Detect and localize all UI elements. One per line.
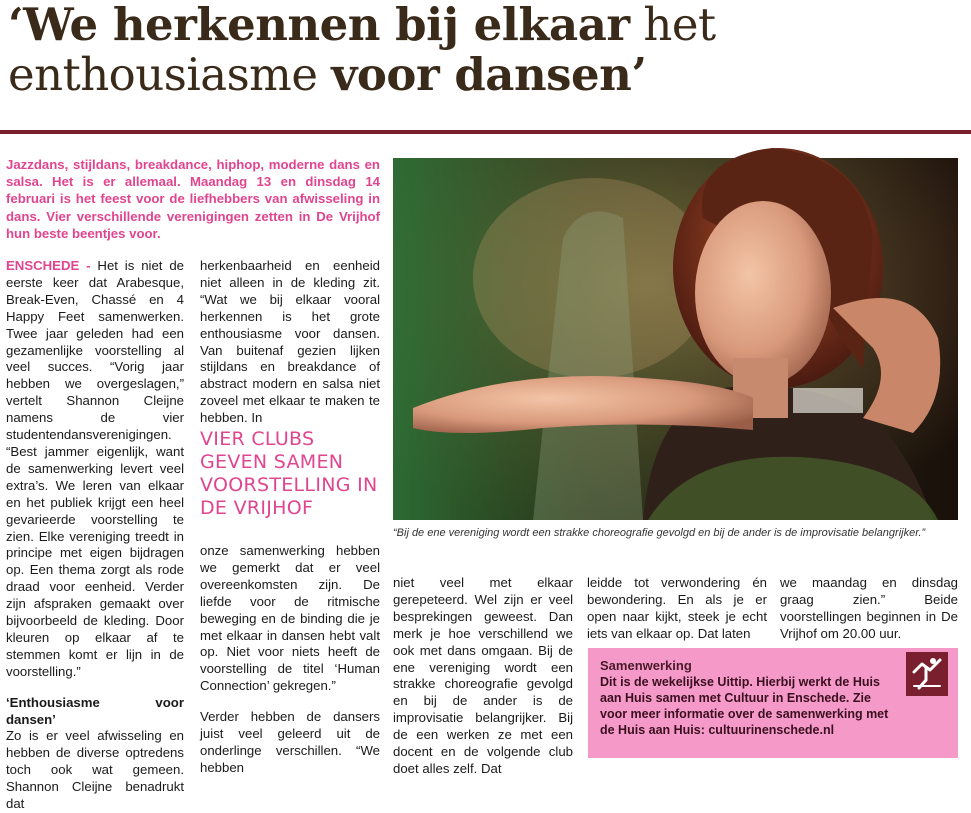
column-3-paragraph-1: niet veel met elkaar gerepeteerd. Wel zijn er veel besprekingen geweest. Dan merk je hoe verschillend we ook met dans omgaan. Bij de ene vereniging wordt een strakke choreografie gevolgd en bij de ander is de improvisatie belangrijker. Bij de een werken ze met een docent en de volgende club doet alles zelf. Dat <box>393 575 573 776</box>
article-column-2-bottom <box>200 543 380 777</box>
headline-divider <box>0 130 971 134</box>
column-2-paragraph-1: herkenbaarheid en eenheid niet alleen in de kleding zit. “Wat we bij elkaar vooral herkennen is het grote enthousiasme voor dansen. Van buitenaf gezien lijken stijldans en breakdance of abstract modern en salsa niet zoveel met elkaar te maken te hebben. In <box>200 258 380 426</box>
info-box-title: Samenwerking <box>600 658 692 673</box>
headline-bold-2: voor dansen’ <box>331 48 647 101</box>
intro-lead: Jazzdans, stijldans, breakdance, hiphop, moderne dans en salsa. Het is er allemaal. Maandag 13 en dinsdag 14 februari is het feest voor de liefhebbers van afwisseling in dans. Vier verschillende verenigingen zetten in De Vrijhof hun beste beentjes voor. <box>6 157 380 241</box>
column-1-body-1: Het is niet de eerste keer dat Arabesque, Break-Even, Chassé en 4 Happy Feet samenwerken. Twee jaar geleden had een gezamenlijke voorstelling al veel succes. “Vorig jaar hebben we overgeslagen,” vertelt Shannon Cleijne namens de vier studentendansverenigingen. “Best jammer eigenlijk, want de samenwerking levert veel extra’s. We leren van elkaar en het publiek krijgt een heel gevarieerde voorstelling te zien. Elke vereniging treedt in principe met eigen bijdragen op. Een thema zorgt als rode draad voor eenheid. Verder zijn afspraken gemaakt over bijvoorbeeld de kleding. Door kleuren op elkaar af te stemmen komt er lijn in de voorstelling.” <box>6 258 184 679</box>
dancer-icon <box>906 652 948 696</box>
dancer-photo <box>393 158 958 520</box>
uittip-info-box <box>588 648 958 758</box>
column-1-paragraph-1 <box>6 258 184 681</box>
headline-normal-2: enthousiasme <box>8 48 332 101</box>
pull-quote: VIER CLUBS GEVEN SAMEN VOORSTELLING IN DE VRIJHOF <box>200 428 378 519</box>
headline-normal-1: het <box>629 0 716 51</box>
dateline: ENSCHEDE - <box>6 258 91 273</box>
photo-caption: “Bij de ene vereniging wordt een strakke choreografie gevolgd en bij de ander is de improvisatie belangrijker.” <box>393 527 926 539</box>
article-column-4 <box>587 575 767 643</box>
column-5-paragraph-1: we maandag en dinsdag graag zien.” Beide voorstellingen beginnen in De Vrijhof om 20.00 uur. <box>780 575 958 641</box>
column-4-paragraph-1: leidde tot verwondering én bewondering. En als je er open naar kijkt, steek je echt iets van elkaar op. Dat laten <box>587 575 767 641</box>
headline-line-1 <box>8 0 968 50</box>
column-2-paragraph-3: Verder hebben de dansers juist veel geleerd uit de onderlinge verschillen. “We hebben <box>200 709 380 775</box>
dancer-photo-illustration <box>393 158 958 520</box>
article-column-1 <box>6 258 184 813</box>
article-column-2-top <box>200 258 380 427</box>
article-column-5 <box>780 575 958 643</box>
column-1-paragraph-2: Zo is er veel afwisseling en hebben de diverse optredens toch ook wat gemeen. Shannon Cleijne benadrukt dat <box>6 728 184 812</box>
info-box-text: Dit is de wekelijkse Uittip. Hierbij werkt de Huis aan Huis samen met Cultuur in Enschede. Zie voor meer informatie over de samenwerking met de Huis aan Huis: cultuurinenschede.nl <box>600 675 889 737</box>
column-2-paragraph-2: onze samenwerking hebben we gemerkt dat er veel overeenkomsten zijn. De liefde voor de ritmische beweging en de binding die je met elkaar in dansen hebt valt op. Niet voor niets heeft de voorstelling de titel ‘Human Connection’ gekregen.” <box>200 543 380 694</box>
subheading: ‘Enthousiasme voor dansen’ <box>6 694 184 727</box>
headline-line-2 <box>8 50 968 100</box>
headline <box>8 0 968 100</box>
headline-bold-1: ‘We herkennen bij elkaar <box>8 0 630 51</box>
article-column-3 <box>393 575 573 778</box>
